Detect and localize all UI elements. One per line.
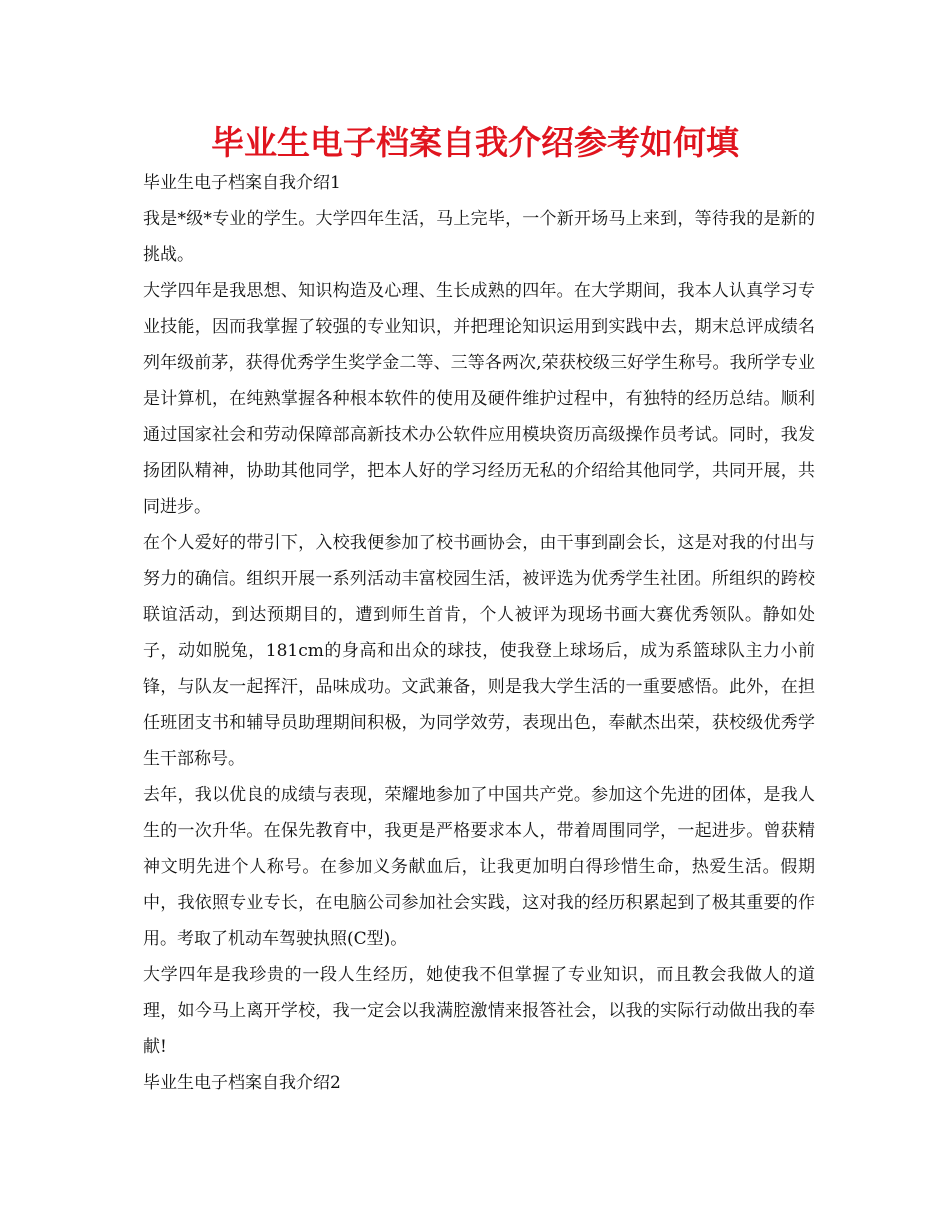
- paragraph-conclusion: 大学四年是我珍贵的一段人生经历，她使我不但掌握了专业知识，而且教会我做人的道理，如今马上离开学校，我一定会以我满腔激情来报答社会，以我的实际行动做出我的奉献!: [143, 965, 815, 1057]
- paragraph-study: 大学四年是我思想、知识构造及心理、生长成熟的四年。在大学期间，我本人认真学习专业技能，因而我掌握了较强的专业知识，并把理论知识运用到实践中去，期末总评成绩名列年级前茅，获得优秀学生奖学金二等、三等各两次,荣获校级三好学生称号。我所学专业是计算机，在纯熟掌握各种根本软件的使用及硬件维护过程中，有独特的经历总结。顺利通过国家社会和劳动保障部高新技术办公软件应用模块资历高级操作员考试。同时，我发扬团队精神，协助其他同学，把本人好的学习经历无私的介绍给其他同学，共同开展，共同进步。: [143, 281, 815, 517]
- paragraph-party: 去年，我以优良的成绩与表现，荣耀地参加了中国共产党。参加这个先进的团体，是我人生的一次升华。在保先教育中，我更是严格要求本人，带着周围同学，一起进步。曾获精神文明先进个人称号。在参加义务献血后，让我更加明白得珍惜生命，热爱生活。假期中，我依照专业专长，在电脑公司参加社会实践，这对我的经历积累起到了极其重要的作用。考取了机动车驾驶执照(C型)。: [143, 785, 815, 949]
- document-title: 毕业生电子档案自我介绍参考如何填: [211, 123, 739, 162]
- paragraph-activities: 在个人爱好的带引下，入校我便参加了校书画协会，由干事到副会长，这是对我的付出与努力的确信。组织开展一系列活动丰富校园生活，被评选为优秀学生社团。所组织的跨校联谊活动，到达预期目的，遭到师生首肯，个人被评为现场书画大赛优秀领队。静如处子，动如脱兔，181cm的身高和出众的球技，使我登上球场后，成为系篮球队主力小前锋，与队友一起挥汗，品味成功。文武兼备，则是我大学生活的一重要感悟。此外，在担任班团支书和辅导员助理期间积极，为同学效劳，表现出色，奉献杰出荣，获校级优秀学生干部称号。: [143, 533, 815, 769]
- section-heading-2: 毕业生电子档案自我介绍2: [143, 1073, 341, 1093]
- document-body: [143, 165, 815, 1101]
- paragraph-intro: 我是*级*专业的学生。大学四年生活，马上完毕，一个新开场马上来到，等待我的是新的挑战。: [143, 209, 815, 265]
- section-heading-1: 毕业生电子档案自我介绍1: [143, 173, 341, 193]
